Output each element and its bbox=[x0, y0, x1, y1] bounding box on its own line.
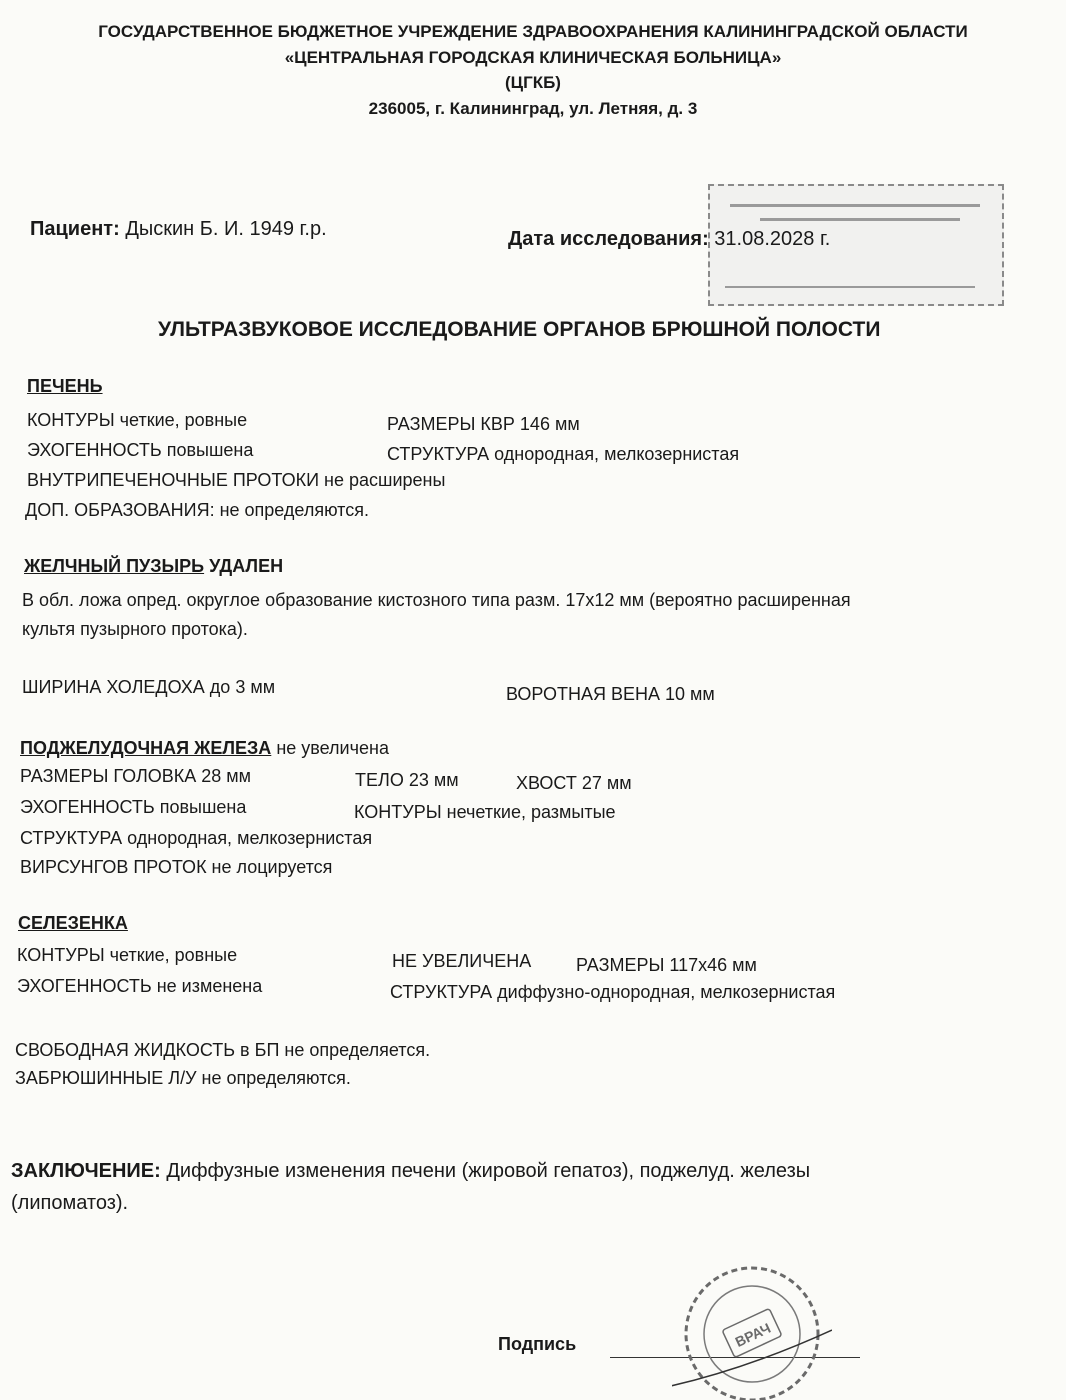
liver-structure: СТРУКТУРА однородная, мелкозернистая bbox=[387, 444, 740, 464]
gallbladder-heading: ЖЕЛЧНЫЙ ПУЗЫРЬ bbox=[24, 556, 205, 576]
signature-label: Подпись bbox=[498, 1334, 577, 1354]
conclusion-text-2: (липоматоз). bbox=[11, 1192, 129, 1214]
choledoch-width: ШИРИНА ХОЛЕДОХА до 3 мм bbox=[22, 677, 276, 697]
pancreas-echo: ЭХОГЕННОСТЬ повышена bbox=[20, 797, 247, 817]
hospital-name: «ЦЕНТРАЛЬНАЯ ГОРОДСКАЯ КЛИНИЧЕСКАЯ БОЛЬНИЦА» bbox=[284, 48, 782, 67]
pancreas-contours: КОНТУРЫ нечеткие, размытые bbox=[354, 802, 616, 822]
conclusion-label: ЗАКЛЮЧЕНИЕ: bbox=[11, 1160, 161, 1182]
pancreas-heading: ПОДЖЕЛУДОЧНАЯ ЖЕЛЕЗА bbox=[20, 738, 272, 758]
spleen-enlarged: НЕ УВЕЛИЧЕНА bbox=[392, 951, 532, 971]
stamp-line bbox=[730, 204, 980, 207]
document-title: УЛЬТРАЗВУКОВОЕ ИССЛЕДОВАНИЕ ОРГАНОВ БРЮШНОЙ ПОЛОСТИ bbox=[158, 318, 881, 341]
spleen-contours: КОНТУРЫ четкие, ровные bbox=[17, 945, 238, 965]
pancreas-tail: ХВОСТ 27 мм bbox=[516, 773, 632, 793]
portal-vein: ВОРОТНАЯ ВЕНА 10 мм bbox=[506, 684, 715, 704]
conclusion-row bbox=[11, 1160, 810, 1183]
free-fluid: СВОБОДНАЯ ЖИДКОСТЬ в БП не определяется. bbox=[15, 1040, 431, 1060]
spleen-heading: СЕЛЕЗЕНКА bbox=[18, 913, 128, 933]
liver-contours: КОНТУРЫ четкие, ровные bbox=[27, 410, 248, 430]
exam-date-row bbox=[508, 228, 830, 251]
liver-heading: ПЕЧЕНЬ bbox=[27, 376, 103, 396]
stamp-line bbox=[725, 286, 975, 288]
stamp-line bbox=[760, 218, 960, 221]
conclusion-text-1: Диффузные изменения печени (жировой гепатоз), поджелуд. железы bbox=[166, 1160, 811, 1182]
gallbladder-text-1: В обл. ложа опред. округлое образование кистозного типа разм. 17х12 мм (вероятно расширенная bbox=[22, 590, 851, 610]
gallbladder-row bbox=[24, 556, 283, 577]
pancreas-body: ТЕЛО 23 мм bbox=[355, 770, 459, 790]
seal-label: ВРАЧ bbox=[732, 1319, 774, 1350]
round-seal bbox=[672, 1262, 832, 1400]
gallbladder-text-2: культя пузырного протока). bbox=[22, 619, 248, 639]
pancreas-status: не увеличена bbox=[276, 738, 389, 758]
spleen-echo: ЭХОГЕННОСТЬ не изменена bbox=[17, 976, 263, 996]
hospital-address: 236005, г. Калининград, ул. Летняя, д. 3 bbox=[368, 99, 698, 118]
pancreas-structure: СТРУКТУРА однородная, мелкозернистая bbox=[20, 828, 373, 848]
pancreas-duct: ВИРСУНГОВ ПРОТОК не лоцируется bbox=[20, 857, 333, 877]
retroperitoneal-nodes: ЗАБРЮШИННЫЕ Л/У не определяются. bbox=[15, 1068, 351, 1088]
spleen-structure: СТРУКТУРА диффузно-однородная, мелкозернистая bbox=[390, 982, 836, 1002]
exam-date-label: Дата исследования: bbox=[508, 228, 709, 250]
patient-value: Дыскин Б. И. 1949 г.р. bbox=[125, 218, 327, 240]
spleen-sizes: РАЗМЕРЫ 117х46 мм bbox=[576, 955, 757, 975]
patient-row bbox=[30, 218, 327, 241]
hospital-abbr: (ЦГКБ) bbox=[505, 73, 561, 92]
liver-echo: ЭХОГЕННОСТЬ повышена bbox=[27, 440, 254, 460]
liver-ducts: ВНУТРИПЕЧЕНОЧНЫЕ ПРОТОКИ не расширены bbox=[27, 470, 446, 490]
patient-label: Пациент: bbox=[30, 218, 120, 240]
pancreas-sizes: РАЗМЕРЫ ГОЛОВКА 28 мм bbox=[20, 766, 252, 786]
exam-date-value: 31.08.2028 г. bbox=[714, 228, 831, 250]
pancreas-row bbox=[20, 738, 389, 759]
liver-sizes: РАЗМЕРЫ КВР 146 мм bbox=[387, 414, 580, 434]
liver-formations: ДОП. ОБРАЗОВАНИЯ: не определяются. bbox=[25, 500, 369, 520]
institution-name: ГОСУДАРСТВЕННОЕ БЮДЖЕТНОЕ УЧРЕЖДЕНИЕ ЗДРАВООХРАНЕНИЯ КАЛИНИНГРАДСКОЙ ОБЛАСТИ bbox=[98, 22, 968, 41]
gallbladder-status: УДАЛЕН bbox=[209, 556, 284, 576]
